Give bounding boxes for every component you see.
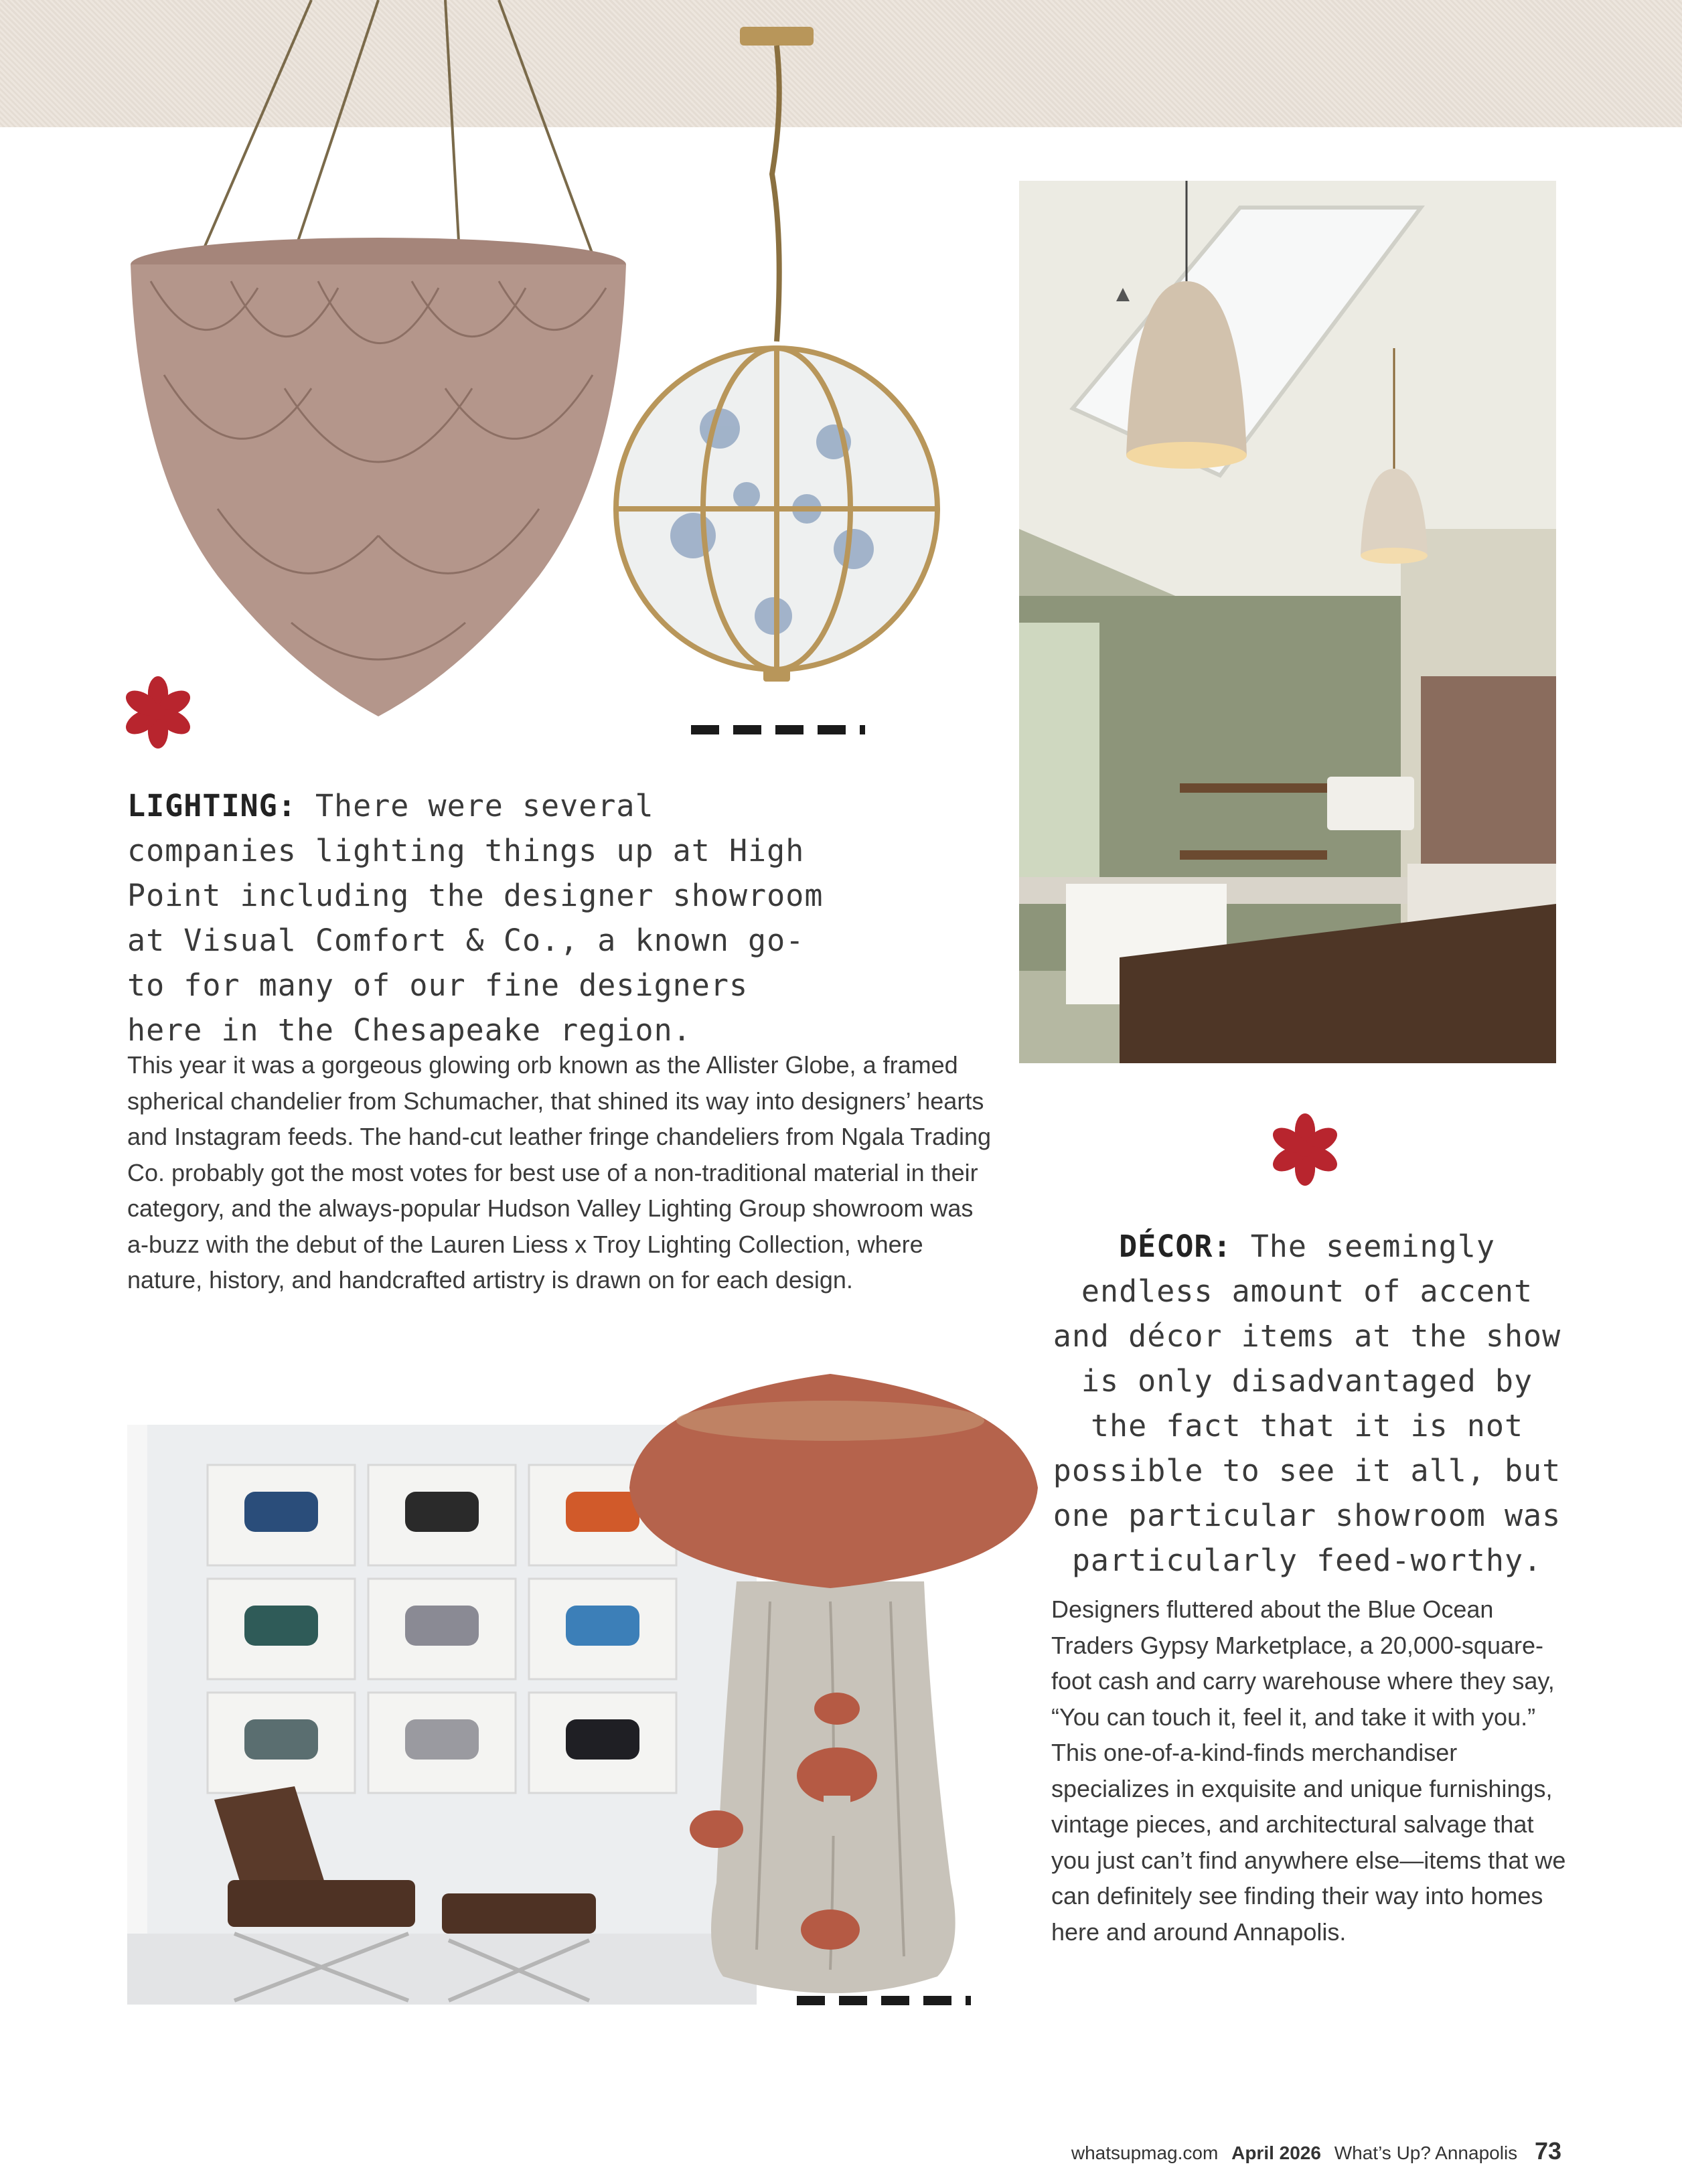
decor-label: DÉCOR: [1119,1229,1232,1264]
decor-lead [1046,1224,1568,1583]
lighting-label: LIGHTING: [127,788,297,824]
footer-site: whatsupmag.com [1071,2142,1219,2163]
lighting-lead [127,783,830,1052]
leather-fringe-chandelier-image [124,0,633,730]
lighting-body [127,1047,998,1298]
footer-publication: What’s Up? Annapolis [1334,2142,1518,2163]
allister-globe-image [613,27,947,690]
kitchen-photo [1019,181,1556,1063]
mushroom-stool-image [616,1360,1045,2017]
lighting-lead-text: There were several companies lighting things up at High Point including the designer showroom at Visual Comfort & Co., a known go-to for many of our fine designers here in the Chesapeake region. [127,788,824,1048]
page-number: 73 [1534,2137,1561,2165]
decor-body-text: Designers fluttered about the Blue Ocean Traders Gypsy Marketplace, a 20,000-square-foot cash and carry warehouse where they say, “You can touch it, feel it, and take it with you.” This one-of-a-kind-finds merchandiser specializes in exquisite and unique furnishings, vintage pieces, and architectural salvage that you just can’t find anywhere else—items that we can definitely see finding their way into homes here and around Annapolis. [1051,1595,1566,1946]
flower-icon [122,676,194,749]
lighting-body-text: This year it was a gorgeous glowing orb known as the Allister Globe, a framed spherical chandelier from Schumacher, that shined its way into designers’ hearts and Instagram feeds. The hand-cut leather fringe chandeliers from Ngala Trading Co. probably got the most votes for best use of a non-traditional material in their category, and the always-popular Hudson Valley Lighting Group showroom was a-buzz with the debut of the Lauren Liess x Troy Lighting Collection, where nature, history, and handcrafted artistry is drawn on for each design. [127,1051,992,1294]
dash-divider [797,1996,971,2005]
flower-icon [1269,1113,1341,1186]
dash-divider [691,725,865,734]
footer-issue: April 2026 [1231,2142,1321,2163]
decor-body [1051,1591,1574,1950]
page-footer [1063,2137,1561,2165]
decor-lead-text: The seemingly endless amount of accent and décor items at the show is only disadvantaged by the fact that it is not possible to see it all, but one particular showroom was particularly feed-worthy. [1053,1229,1561,1578]
